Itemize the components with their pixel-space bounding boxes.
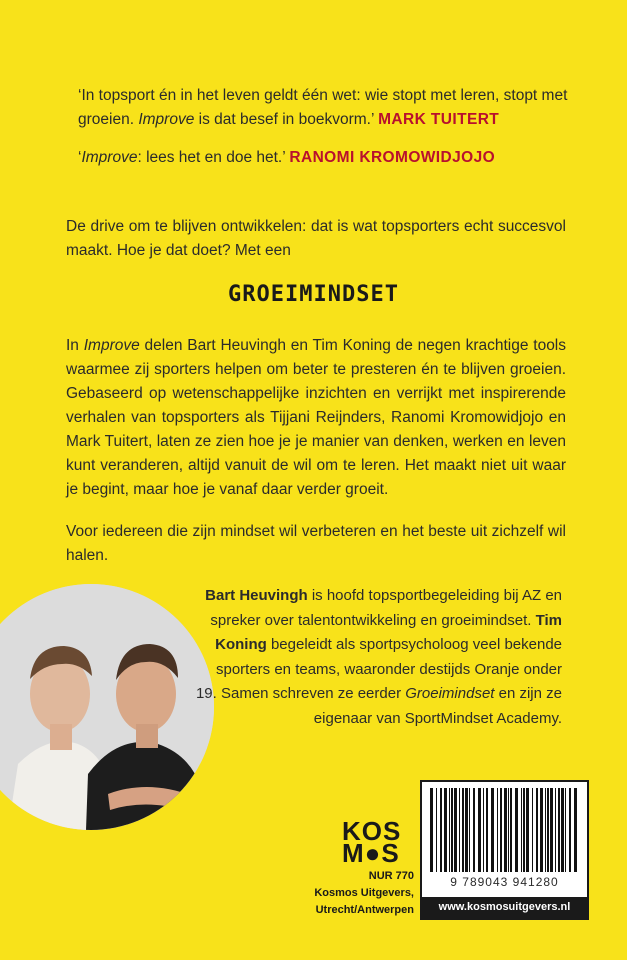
barcode-bar <box>540 788 543 872</box>
description <box>66 334 566 586</box>
publisher-logo: KOS M●S <box>342 816 402 868</box>
barcode-bar <box>478 788 481 872</box>
description-paragraph: In Improve delen Bart Heuvingh en Tim Koning de negen krachtige tools waarmee zij sporters helpen om beter te presteren én te blijven groeien. Gebaseerd op wetenschappelijke inzichten en verrijkt met inspirerende verhalen van topsporters als Tijjani Reijnders, Ranomi Kromowidjojo en Mark Tuitert, laten ze zien hoe je je manier van denken, werken en leven kunt veranderen, altijd vanuit de wil om te leren. Het maakt niet uit waar je begint, maar hoe je vanaf daar verder groeit. <box>66 337 567 498</box>
barcode-bar <box>440 788 442 872</box>
quote-author: MARK TUITERT <box>378 111 500 128</box>
barcode-bar <box>565 788 566 872</box>
barcode-bar <box>536 788 538 872</box>
barcode-bar <box>526 788 529 872</box>
publisher-info <box>282 868 414 919</box>
isbn: 9 789043 941280 <box>450 875 559 889</box>
barcode-bar <box>555 788 556 872</box>
barcode-bar <box>558 788 560 872</box>
barcode-bar <box>545 788 546 872</box>
barcode-bar <box>547 788 549 872</box>
barcode-bar <box>561 788 564 872</box>
intro-text: De drive om te blijven ontwikkelen: dat is wat topsporters echt succesvol maakt. Hoe je dat doet? Met een <box>66 218 566 259</box>
barcode-bar <box>532 788 533 872</box>
barcode-bar <box>430 788 433 872</box>
barcode-bar <box>436 788 437 872</box>
author-photo-illustration <box>0 584 214 830</box>
barcode-bar <box>504 788 507 872</box>
barcode-bar <box>449 788 450 872</box>
quote-author: RANOMI KROMOWIDJOJO <box>289 149 496 166</box>
description-paragraph: Voor iedereen die zijn mindset wil verbeteren en het beste uit zichzelf wil halen. <box>66 523 566 564</box>
barcode-bar <box>569 788 571 872</box>
publisher-url: www.kosmosuitgevers.nl <box>422 897 587 918</box>
barcode-bar <box>473 788 475 872</box>
author-bio: Bart Heuvingh is hoofd topsportbegeleiding bij AZ en spreker over talentontwikkeling en groeimindset. Tim Koning begeleidt als sportpsycholoog veel bekende sporters en teams, waaronder destijds Oranje onder 19. Samen schreven ze eerder Groeimindset en zijn ze eigenaar van SportMindset Academy. <box>195 587 562 727</box>
brand-word: GROEIMINDSET <box>228 282 399 307</box>
barcode-bar <box>523 788 525 872</box>
publisher-city: Utrecht/Antwerpen <box>315 904 414 916</box>
barcode-bar <box>550 788 553 872</box>
author-photo <box>0 584 214 830</box>
barcode-bar <box>444 788 447 872</box>
barcode-bar <box>510 788 512 872</box>
barcode-bar <box>486 788 488 872</box>
barcode <box>420 780 589 920</box>
barcode-bar <box>462 788 464 872</box>
barcode-bar <box>497 788 498 872</box>
nur-code: NUR 770 <box>368 870 414 882</box>
barcode-bar <box>459 788 460 872</box>
barcode-bar <box>521 788 522 872</box>
quote-tuitert: ‘In topsport én in het leven geldt één wet: wie stopt met leren, stopt met groeien. Improve is dat besef in boekvorm.’ MARK TUITERT <box>78 87 568 128</box>
barcode-bar <box>500 788 502 872</box>
barcode-bar <box>508 788 509 872</box>
barcode-bar <box>469 788 470 872</box>
barcode-bar <box>454 788 457 872</box>
barcode-bar <box>574 788 577 872</box>
barcode-bars <box>422 784 587 876</box>
barcode-bar <box>465 788 468 872</box>
barcode-bar <box>515 788 518 872</box>
barcode-bar <box>491 788 494 872</box>
endorsement-quotes <box>78 84 578 184</box>
publisher-name: Kosmos Uitgevers, <box>314 887 414 899</box>
quote-kromowidjojo: ‘Improve: lees het en doe het.’ RANOMI KROMOWIDJOJO <box>78 149 496 166</box>
barcode-bar <box>451 788 453 872</box>
barcode-bar <box>483 788 484 872</box>
